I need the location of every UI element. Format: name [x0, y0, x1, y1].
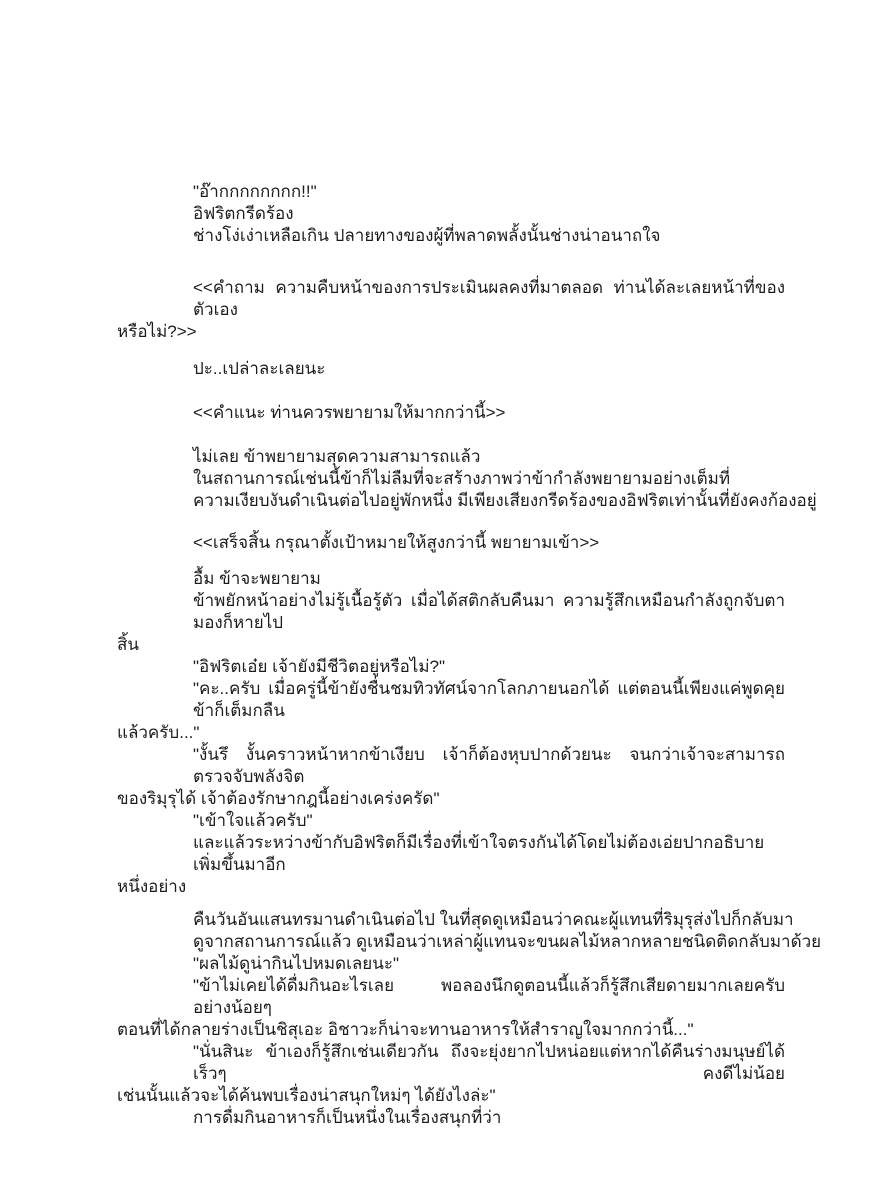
- text-line: อื้ม ข้าจะพยายาม: [193, 569, 321, 588]
- spacer: [117, 247, 785, 277]
- text-line: "งั้นรึ งั้นคราวหน้าหากข้าเงียบ เจ้าก็ต้องหุบปากด้วยนะ จนกว่าเจ้าจะสามารถตรวจจับพลังจิต: [193, 745, 785, 786]
- text-line: แล้วครับ...": [117, 723, 200, 742]
- text-line: "เข้าใจแล้วครับ": [193, 811, 313, 830]
- text-line: "นั่นสินะ ข้าเองก็รู้สึกเช่นเดียวกัน ถึงจะยุ่งยากไปหน่อยแต่หากได้คืนร่างมนุษย์ได้เร็วๆ คงดีไม่น้อย: [193, 1042, 785, 1083]
- text-line: <<คำแนะ ท่านควรพยายามให้มากกว่านี้>>: [193, 403, 506, 422]
- text-line: "ข้าไม่เคยได้ดื่มกินอะไรเลย พอลองนึกดูตอนนี้แล้วก็รู้สึกเสียดายมากเลยครับ อย่างน้อยๆ: [193, 976, 785, 1017]
- text-line: ข้าพยักหน้าอย่างไม่รู้เนื้อรู้ตัว เมื่อได้สติกลับคืนมา ความรู้สึกเหมือนกำลังถูกจับตามองก็หายไป: [193, 591, 785, 632]
- text-line: ไม่เลย ข้าพยายามสุดความสามารถแล้ว: [193, 447, 481, 466]
- text-line: <<คำถาม ความคืบหน้าของการประเมินผลคงที่มาตลอด ท่านได้ละเลยหน้าที่ของตัวเอง: [193, 278, 785, 319]
- text-line: คืนวันอันแสนทรมานดำเนินต่อไป ในที่สุดดูเหมือนว่าคณะผู้แทนที่ริมุรุส่งไปก็กลับมา: [193, 910, 794, 929]
- text-line: ในสถานการณ์เช่นนี้ข้าก็ไม่ลืมที่จะสร้างภาพว่าข้ากำลังพยายามอย่างเต็มที่: [193, 469, 731, 488]
- text-line: สิ้น: [117, 635, 139, 654]
- text-line: "อิฟริตเอ๋ย เจ้ายังมีชีวิตอยู่หรือไม่?": [193, 657, 446, 676]
- text-line: ปะ..เปล่าละเลยนะ: [193, 359, 326, 378]
- text-line: ความเงียบงันดำเนินต่อไปอยู่พักหนึ่ง มีเพียงเสียงกรีดร้องของอิฟริตเท่านั้นที่ยังคงก้องอยู่: [193, 491, 817, 510]
- spacer: [117, 380, 785, 402]
- spacer: [117, 343, 785, 358]
- spacer: [117, 424, 785, 446]
- text-line: "อ๊ากกกกกกกก!!": [193, 182, 317, 201]
- text-line: ตอนที่ได้กลายร่างเป็นชิสุเอะ อิชาวะก็น่าจะทานอาหารให้สำราญใจมากกว่านี้...": [117, 1020, 694, 1039]
- text-line: ดูจากสถานการณ์แล้ว ดูเหมือนว่าเหล่าผู้แทนจะขนผลไม้หลากหลายชนิดติดกลับมาด้วย: [193, 932, 822, 951]
- text-line: ช่างโง่เง่าเหลือเกิน ปลายทางของผู้ที่พลาดพลั้งนั้นช่างน่าอนาถใจ: [193, 226, 661, 245]
- text-line: หรือไม่?>>: [117, 322, 197, 341]
- spacer: [117, 898, 785, 909]
- text-line: และแล้วระหว่างข้ากับอิฟริตก็มีเรื่องที่เข้าใจตรงกันได้โดยไม่ต้องเอ่ยปากอธิบายเพิ่มขึ้นมาอีก: [193, 833, 765, 874]
- spacer: [117, 554, 785, 568]
- text-line: เช่นนั้นแล้วจะได้ค้นพบเรื่องน่าสนุกใหม่ๆ ได้ยังไงล่ะ": [117, 1086, 496, 1105]
- text-line: ของริมุรุได้ เจ้าต้องรักษากฎนี้อย่างเคร่งครัด": [117, 789, 440, 808]
- spacer: [117, 512, 785, 532]
- text-line: หนึ่งอย่าง: [117, 877, 187, 896]
- text-line: อิฟริตกรีดร้อง: [193, 204, 294, 223]
- text-line: <<เสร็จสิ้น กรุณาตั้งเป้าหมายให้สูงกว่านี้ พยายามเข้า>>: [193, 533, 600, 552]
- text-line: "คะ..ครับ เมื่อครู่นี้ข้ายังชื่นชมทิวทัศน์จากโลกภายนอกได้ แต่ตอนนี้เพียงแค่พูดคุยข้าก็เต็มกลืน: [193, 679, 785, 720]
- text-line: การดื่มกินอาหารก็เป็นหนึ่งในเรื่องสนุกที่ว่า: [193, 1108, 502, 1127]
- text-line: "ผลไม้ดูน่ากินไปหมดเลยนะ": [193, 954, 400, 973]
